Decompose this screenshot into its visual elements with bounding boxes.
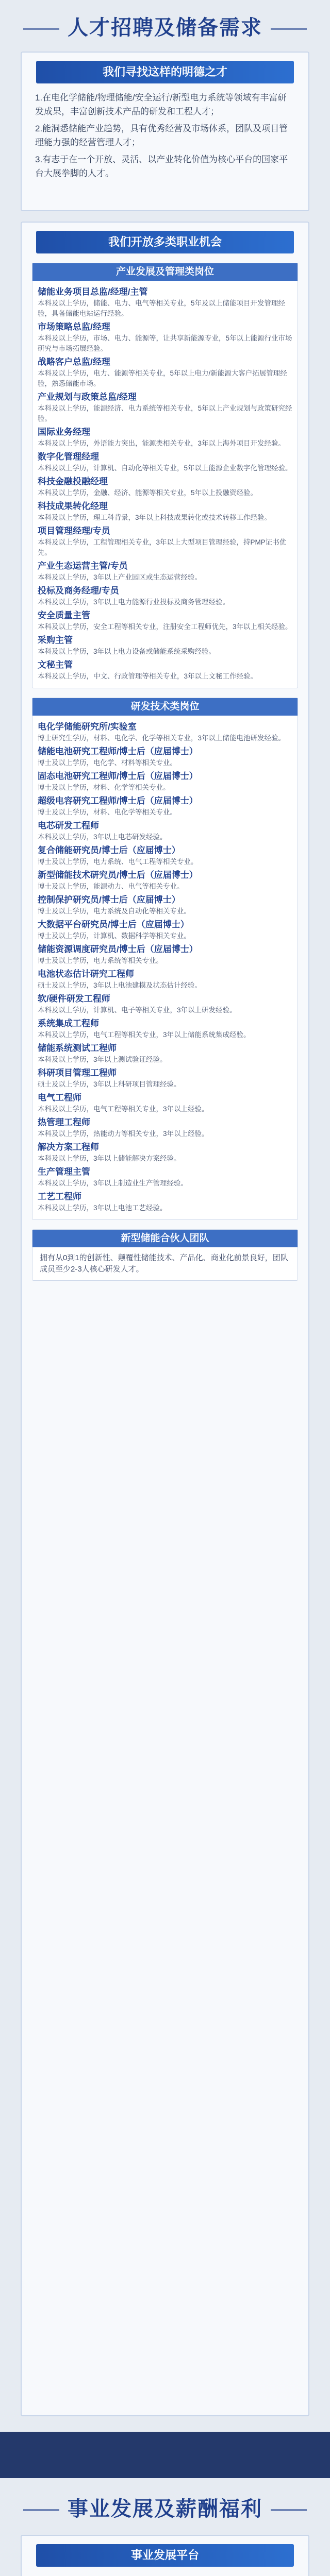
job-title: 复合储能研究员/博士后（应届博士）: [38, 845, 180, 855]
job-requirement: 本科及以上学历，计算机、自动化等相关专业，5年以上能源企业数字化管理经验。: [38, 464, 292, 472]
title-deco-right: [271, 28, 307, 30]
job-requirement: 本科及以上学历，3年以上电芯研发经验。: [38, 833, 167, 841]
job-title: 投标及商务经理/专员: [38, 586, 119, 596]
job-title: 热管理工程师: [38, 1117, 90, 1127]
partner-desc: 拥有从0到1的创新性、颠覆性储能技术、产品化、商业化前景良好，团队成员至少2-3人核心研发人才。: [40, 1253, 288, 1274]
job-title: 市场策略总监/经理: [38, 322, 110, 332]
job-title: 大数据平台研究员/博士后（应届博士）: [38, 920, 189, 929]
section-job-opportunities: [21, 222, 309, 2416]
job-requirement: 本科及以上学历，3年以上储能解决方案经验。: [38, 1155, 181, 1162]
job-requirement: 本科及以上学历，3年以上制造业生产管理经验。: [38, 1179, 188, 1187]
job-requirement: 本科及以上学历，3年以上测试验证经验。: [38, 1056, 167, 1063]
section-career-platform: [21, 2535, 309, 2576]
job-requirement: 本科及以上学历，电气工程等相关专业，3年以上经验。: [38, 1105, 209, 1113]
card-header: 研发技术类岗位: [32, 698, 298, 716]
requirement-item: 3.有志于在一个开放、灵活、以产业转化价值为核心平台的国家平台大展拳脚的人才。: [35, 155, 288, 178]
job-title: 软/硬件研发工程师: [38, 994, 110, 1004]
job-title: 战略客户总监/经理: [38, 357, 110, 367]
card-partner-team: [32, 1229, 298, 1281]
job-title: 储能电池研究工程师/博士后（应届博士）: [38, 747, 198, 756]
job-requirement: 博士及以上学历，计算机、数据科学等相关专业。: [38, 932, 191, 940]
job-title: 科技金融投融经理: [38, 477, 108, 486]
job-requirement: 本科及以上学历，热能动力等相关专业，3年以上经验。: [38, 1130, 209, 1138]
job-title: 电气工程师: [38, 1093, 81, 1103]
divider-band: [0, 2432, 330, 2478]
job-requirement: 本科及以上学历，安全工程等相关专业，注册安全工程师优先，3年以上相关经验。: [38, 623, 292, 631]
job-requirement: 硕士及以上学历，3年以上电池建模及状态估计经验。: [38, 981, 202, 989]
title-deco-right: [271, 2509, 307, 2511]
job-requirement: 博士及以上学历，电化学、材料等相关专业。: [38, 759, 177, 767]
job-requirement: 本科及以上学历，能源经济、电力系统等相关专业，5年以上产业规划与政策研究经验。: [38, 404, 292, 422]
job-requirement: 硕士及以上学历，3年以上科研项目管理经验。: [38, 1080, 181, 1088]
title-deco-left: [23, 2509, 59, 2511]
job-title: 生产管理主管: [38, 1167, 90, 1177]
job-title: 储能业务项目总监/经理/主管: [38, 287, 148, 297]
card-rnd-jobs: [32, 698, 298, 1220]
job-requirement: 本科及以上学历，工程管理相关专业，3年以上大型项目管理经验，持PMP证书优先。: [38, 538, 287, 556]
job-list: [32, 716, 298, 1219]
job-requirement: 博士及以上学历，电力系统、电气工程等相关专业。: [38, 858, 198, 866]
section-bar: 事业发展平台: [36, 2544, 294, 2567]
job-requirement: 本科及以上学历，计算机、电子等相关专业，3年以上研发经验。: [38, 1006, 237, 1014]
job-requirement: 本科及以上学历，3年以上电力能源行业投标及商务管理经验。: [38, 598, 230, 606]
job-requirement: 本科及以上学历，电气工程等相关专业，3年以上储能系统集成经验。: [38, 1031, 251, 1039]
job-requirement: 本科及以上学历，3年以上电池工艺经验。: [38, 1204, 167, 1212]
job-requirement: 本科及以上学历，中文、行政管理等相关专业，3年以上文秘工作经验。: [38, 672, 258, 680]
job-title: 产业规划与政策总监/经理: [38, 392, 137, 402]
job-requirement: 本科及以上学历，3年以上产业园区或生态运营经验。: [38, 573, 202, 581]
job-title: 系统集成工程师: [38, 1019, 99, 1028]
job-title: 电化学储能研究所/实验室: [38, 722, 137, 732]
job-title: 超级电容研究工程师/博士后（应届博士）: [38, 796, 198, 806]
job-title: 科研项目管理工程师: [38, 1068, 117, 1078]
card-header: 新型储能合伙人团队: [32, 1230, 298, 1247]
job-title: 控制保护研究员/博士后（应届博士）: [38, 895, 180, 905]
job-requirement: 本科及以上学历，储能、电力、电气等相关专业，5年及以上储能项目开发管理经验，具备储能电站运行经验。: [38, 299, 286, 317]
job-title: 新型储能技术研究员/博士后（应届博士）: [38, 870, 198, 880]
job-requirement: 本科及以上学历，电力、能源等相关专业，5年以上电力/新能源大客户拓展管理经验，熟悉储能市场。: [38, 369, 287, 387]
job-requirement: 本科及以上学历，外语能力突出，能源类相关专业，3年以上海外项目开发经验。: [38, 439, 286, 447]
job-title: 产业生态运营主管/专员: [38, 561, 128, 571]
job-title: 电池状态估计研究工程师: [38, 969, 134, 979]
section-talent-requirements: [21, 52, 309, 211]
job-title: 固态电池研究工程师/博士后（应届博士）: [38, 771, 198, 781]
hero-title: [0, 12, 330, 43]
job-title: 储能系统测试工程师: [38, 1043, 117, 1053]
job-requirement: 博士及以上学历，材料、电化学等相关专业。: [38, 808, 177, 816]
job-requirement: 博士及以上学历，能源动力、电气等相关专业。: [38, 883, 184, 890]
section-bar: 我们开放多类职业机会: [36, 231, 294, 253]
card-header: 产业发展及管理类岗位: [32, 263, 298, 281]
job-title: 科技成果转化经理: [38, 501, 108, 511]
job-list: [32, 281, 298, 688]
job-title: 数字化管理经理: [38, 452, 99, 462]
job-title: 项目管理经理/专员: [38, 526, 110, 536]
job-requirement: 博士及以上学历，电力系统及自动化等相关专业。: [38, 907, 191, 915]
hero-title-text: 人才招聘及储备需求: [68, 16, 262, 39]
job-title: 安全质量主管: [38, 611, 90, 620]
job-title: 文秘主管: [38, 660, 73, 670]
section-bar: 我们寻找这样的明德之才: [36, 61, 294, 83]
job-title: 国际业务经理: [38, 427, 90, 437]
job-requirement: 本科及以上学历，金融、经济、能源等相关专业，5年以上投融资经验。: [38, 489, 258, 497]
job-requirement: 博士及以上学历，电力系统等相关专业。: [38, 957, 163, 964]
requirement-item: 1.在电化学储能/物理储能/安全运行/新型电力系统等领域有丰富研发成果，丰富创新技术产品的研发和工程人才；: [35, 93, 287, 116]
requirement-item: 2.能洞悉储能产业趋势，具有优秀经营及市场体系，团队及项目管理能力强的经营管理人才；: [35, 124, 288, 147]
job-title: 采购主管: [38, 635, 73, 645]
job-requirement: 本科及以上学历，3年以上电力设备或储能系统采购经验。: [38, 648, 216, 655]
job-title: 储能资源调度研究员/博士后（应届博士）: [38, 944, 198, 954]
job-requirement: 本科及以上学历，理工科背景，3年以上科技成果转化或技术转移工作经验。: [38, 514, 272, 521]
job-requirement: 博士研究生学历，材料、电化学、化学等相关专业，3年以上储能电池研发经验。: [38, 734, 286, 742]
job-requirement: 本科及以上学历，市场、电力、能源等，让共享新能源专业，5年以上能源行业市场研究与市场拓展经验。: [38, 334, 292, 352]
card-management-jobs: [32, 263, 298, 688]
title-deco-left: [23, 28, 59, 30]
job-title: 解决方案工程师: [38, 1142, 99, 1152]
job-title: 工艺工程师: [38, 1192, 81, 1201]
requirements-list: [22, 91, 308, 180]
job-title: 电芯研发工程师: [38, 821, 99, 831]
job-requirement: 博士及以上学历，材料、化学等相关专业。: [38, 784, 170, 791]
hero-title-2: [0, 2494, 330, 2524]
hero-title-text: 事业发展及薪酬福利: [68, 2498, 262, 2520]
